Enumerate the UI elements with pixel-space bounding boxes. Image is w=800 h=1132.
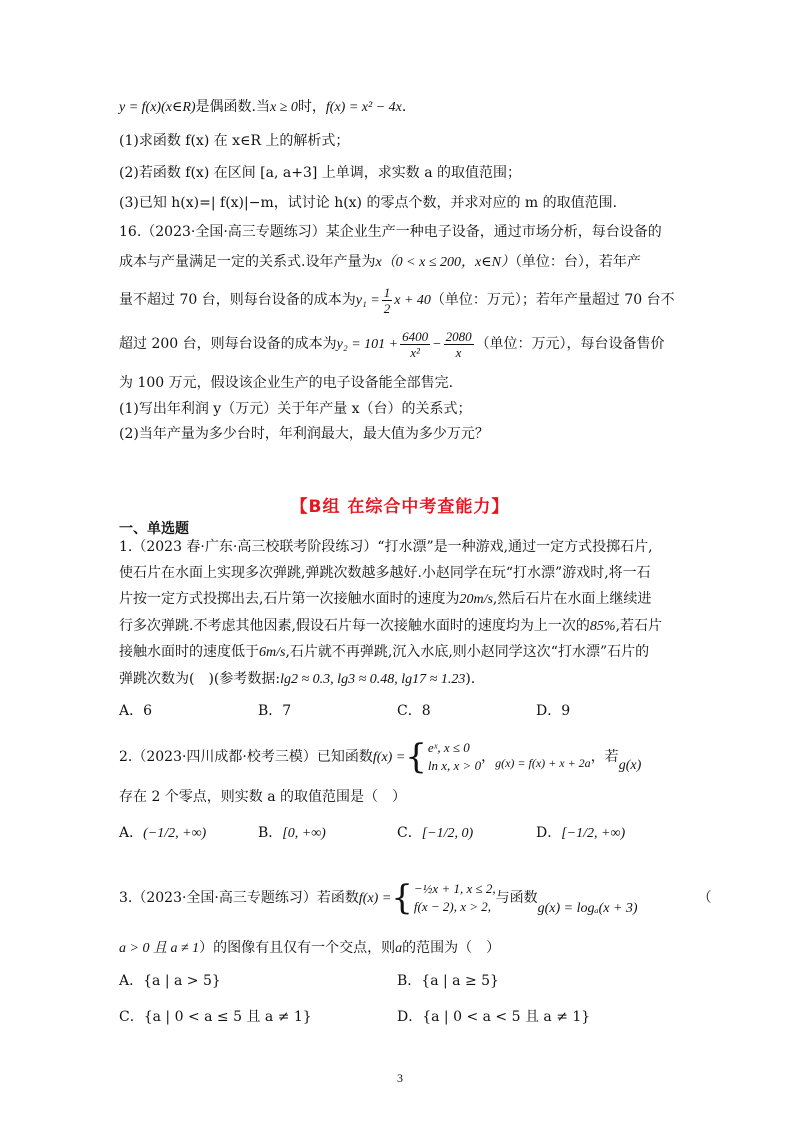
mc1-line4-a: 行多次弹跳.不考虑其他因素,假设石片每一次接触水面时的速度均为上一次的 xyxy=(119,618,590,634)
mc3-cond: a > 0 且 a ≠ 1 xyxy=(119,941,200,956)
mc2-case1: eˣ, x ≤ 0 xyxy=(427,740,470,755)
q16-line3-expr: x + 40 xyxy=(394,293,431,308)
mc3-line1 xyxy=(119,878,712,919)
q15-intro-text2: 时， xyxy=(297,99,326,115)
q15-intro-cond: x ≥ 0 xyxy=(270,100,298,115)
q16-half-num: 1 xyxy=(383,284,391,300)
mc1-line6-c: ). xyxy=(465,671,476,687)
q16-frac1 xyxy=(400,329,430,360)
mc1-line3-a: 片按一定方式投掷出去,石片第一次接触水面时的速度为 xyxy=(119,591,460,607)
mc3-line1-c: 与函数 xyxy=(495,890,538,906)
q16-y1: y₁ = xyxy=(355,293,380,308)
mc3-a-var: a xyxy=(395,941,403,956)
mc3-line2 xyxy=(119,938,500,959)
mc1-line5 xyxy=(119,642,649,663)
mc1-line5-c: ,石片就不再弹跳,沉入水底,则小赵同学这次“打水漂”石片的 xyxy=(285,644,650,660)
q16-line4-c: （单位：万元），每台设备售价 xyxy=(475,336,665,352)
q15-intro-text: 是偶函数.当 xyxy=(195,99,270,115)
q15-part3: (3)已知 h(x)=| f(x)|−m，试讨论 h(x) 的零点个数，并求对应的 m 的取值范围. xyxy=(119,195,618,211)
mc3-option-a[interactable]: A．{a | a > 5} xyxy=(119,973,221,989)
mc2-line2: 存在 2 个零点，则实数 a 的取值范围是（ ） xyxy=(119,789,407,805)
q15-intro-formula: f(x) = x² − 4x xyxy=(325,100,402,115)
q16-half-fraction xyxy=(382,285,393,316)
q16-line2-a: 成本与产量满足一定的关系式.设年产量为 xyxy=(119,254,376,270)
q16-minus: − xyxy=(432,337,442,352)
section-title: 【B组 在综合中考查能力】 xyxy=(290,497,510,517)
mc2-option-b-value: [0, +∞) xyxy=(282,826,326,841)
mc1-ref-data: lg2 ≈ 0.3, lg3 ≈ 0.48, lg17 ≈ 1.23 xyxy=(280,672,466,687)
q15-intro-math: y = f(x)(x∈R) xyxy=(119,100,196,115)
mc1-option-d[interactable]: D．9 xyxy=(536,703,571,719)
mc3-option-d[interactable]: D．{a | 0 < a < 5 且 a ≠ 1} xyxy=(397,1009,591,1025)
mc2-line1 xyxy=(119,737,641,778)
q16-line4-a: 超过 200 台，则每台设备的成本为 xyxy=(119,336,337,352)
mc3-fx: f(x) = xyxy=(358,891,392,906)
q16-line5: 为 100 万元，假设该企业生产的电子设备能全部售完. xyxy=(119,375,454,391)
mc1-percent: 85% xyxy=(589,619,616,634)
mc2-option-d-label: D． xyxy=(536,825,562,841)
mc1-line1: 1.（2023 春·广东·高三校联考阶段练习）“打水漂”是一种游戏,通过一定方式投掷石片, xyxy=(119,539,653,555)
mc2-option-d[interactable] xyxy=(536,823,625,844)
q16-line3-a: 量不超过 70 台，则每台设备的成本为 xyxy=(119,292,356,308)
mc1-option-c[interactable]: C．8 xyxy=(397,703,431,719)
q16-line3-d: （单位：万元）；若年产量超过 70 台不 xyxy=(430,292,675,308)
mc3-case1: −½x + 1, x ≤ 2, xyxy=(413,881,496,896)
mc3-line1-a: 3.（2023·全国·高三专题练习）若函数 xyxy=(119,890,359,906)
q16-line4 xyxy=(119,326,665,363)
mc2-comma: ， xyxy=(481,749,496,765)
q16-frac2-num: 2080 xyxy=(445,328,472,344)
mc3-cases xyxy=(414,880,496,916)
q16-line2 xyxy=(119,252,641,273)
q16-frac2 xyxy=(444,329,474,360)
mc2-option-c[interactable] xyxy=(397,823,473,844)
mc1-option-b[interactable]: B．7 xyxy=(258,703,292,719)
mc3-option-c[interactable]: C．{a | 0 < a ≤ 5 且 a ≠ 1} xyxy=(119,1009,312,1025)
page-number: 3 xyxy=(397,1071,403,1085)
q16-half-den: 2 xyxy=(383,300,391,316)
q16-y2: y₂ = 101 + xyxy=(336,337,399,352)
mc2-option-a-label: A． xyxy=(119,825,144,841)
mc1-speed: 20m/s xyxy=(459,592,493,607)
mc1-line6-a: 弹跳次数为( )(参考数据: xyxy=(119,671,281,687)
q16-line2-range: x（0 < x ≤ 200，x∈N） xyxy=(375,255,515,270)
mc3-case2: f(x − 2), x > 2, xyxy=(413,899,492,914)
q16-part2: (2)当年产量为多少台时，年利润最大，最大值为多少万元？ xyxy=(119,426,489,442)
mc1-line2: 使石片在水面上实现多次弹跳,弹跳次数越多越好.小赵同学在玩“打水漂”游戏时,将一石 xyxy=(119,565,651,581)
mc1-option-a[interactable]: A．6 xyxy=(119,703,153,719)
q15-part2: (2)若函数 f(x) 在区间 [a, a+3] 上单调，求实数 a 的取值范围； xyxy=(119,165,522,181)
mc1-line3 xyxy=(119,589,651,610)
q15-part1: (1)求函数 f(x) 在 x∈R 上的解析式； xyxy=(119,133,350,149)
mc2-option-d-value: [−1/2, +∞) xyxy=(561,826,626,841)
mc2-option-a-value: (−1/2, +∞) xyxy=(143,826,207,841)
mc3-line1-e: （ xyxy=(697,890,712,906)
q16-part1: (1)写出年利润 y（万元）关于年产量 x（台）的关系式； xyxy=(119,401,472,417)
mc2-fx: f(x) = xyxy=(372,750,406,765)
mc2-option-b[interactable] xyxy=(258,823,326,844)
q16-line3 xyxy=(119,283,675,318)
q16-frac1-num: 6400 xyxy=(402,328,429,344)
mc2-option-a[interactable] xyxy=(119,823,206,844)
q16-line1: 16.（2023·全国·高三专题练习）某企业生产一种电子设备，通过市场分析，每台设备的 xyxy=(119,224,662,240)
mc2-cases xyxy=(428,739,481,775)
section-subhead: 一、单选题 xyxy=(119,521,189,537)
mc1-min-speed: 6m/s xyxy=(259,645,286,660)
q16-frac2-den: x xyxy=(455,344,462,360)
mc2-gx2: g(x) xyxy=(618,758,642,773)
mc3-option-b[interactable]: B．{a | a ≥ 5} xyxy=(397,973,499,989)
mc1-line3-c: ,然后石片在水面上继续进 xyxy=(492,591,652,607)
mc2-line1-e: ，若 xyxy=(590,749,619,765)
mc1-line6 xyxy=(119,669,475,690)
mc1-line4 xyxy=(119,616,662,637)
mc2-option-c-value: [−1/2, 0) xyxy=(421,826,474,841)
q16-line2-c: （单位：台），若年产 xyxy=(514,254,641,270)
mc2-line1-a: 2.（2023·四川成都·校考三模）已知函数 xyxy=(119,749,373,765)
mc3-brace: { xyxy=(391,878,413,918)
mc2-option-b-label: B． xyxy=(258,825,283,841)
q15-intro: y = f(x)(x∈R)是偶函数.当x ≥ 0时，f(x) = x² − 4x. xyxy=(119,99,407,115)
mc3-gx: g(x) = logₐ(x + 3) xyxy=(537,901,638,916)
q16-frac1-den: x² xyxy=(410,344,420,360)
mc1-line5-a: 接触水面时的速度低于 xyxy=(119,644,259,660)
mc3-line2-d: 的范围为（ ） xyxy=(402,940,501,956)
mc2-case2: ln x, x > 0 xyxy=(427,758,482,773)
mc1-line4-c: ,若石片 xyxy=(615,618,663,634)
mc2-brace: { xyxy=(405,737,427,777)
mc2-option-c-label: C． xyxy=(397,825,422,841)
mc3-line2-b: ）的图像有且仅有一个交点，则 xyxy=(199,940,396,956)
mc2-gx: g(x) = f(x) + x + 2a xyxy=(495,756,591,770)
